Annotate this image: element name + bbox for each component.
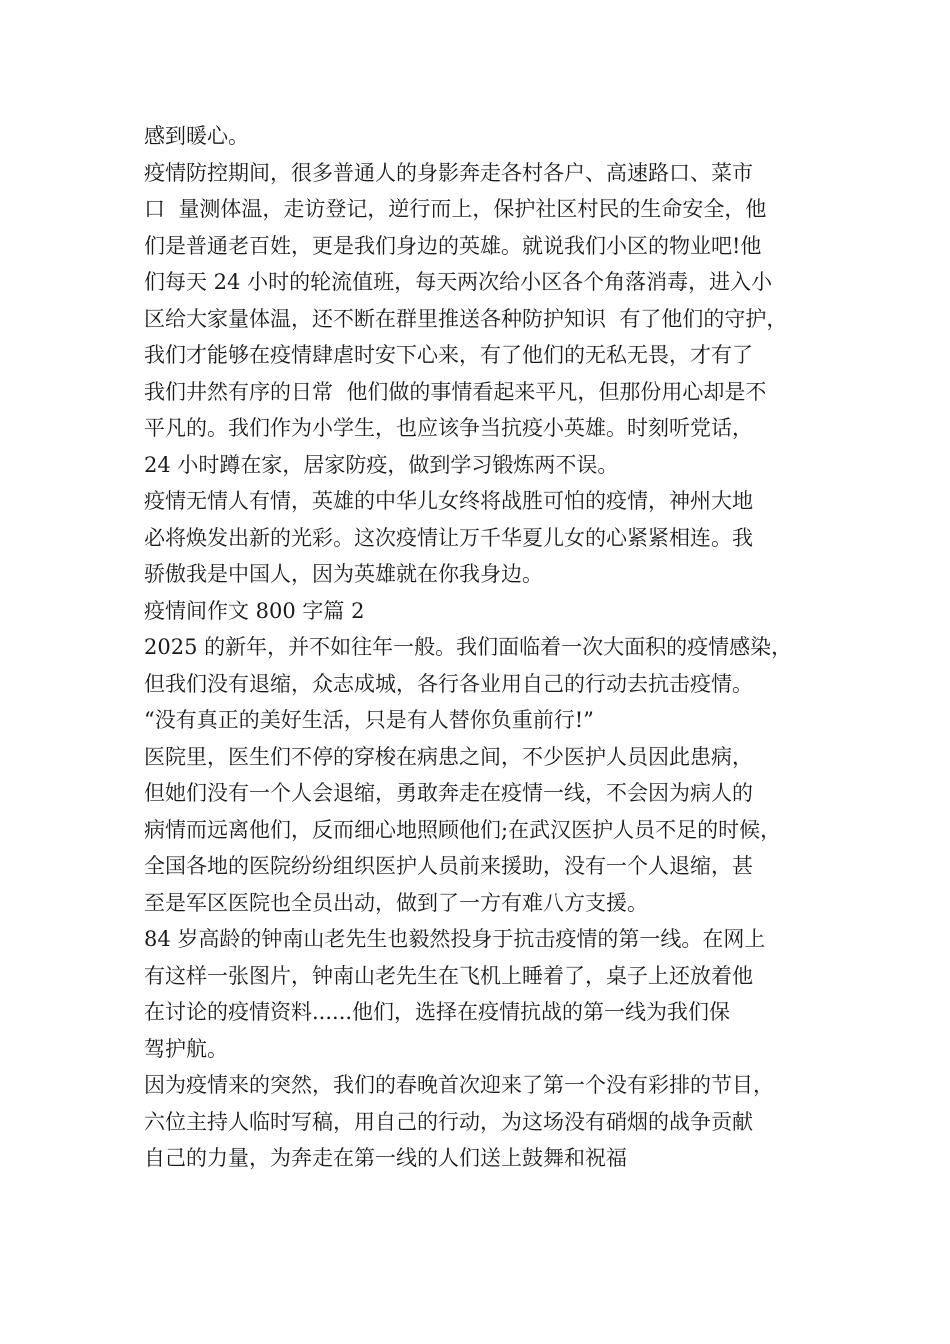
text-line: 因为疫情来的突然，我们的春晚首次迎来了第一个没有彩排的节目，: [144, 1073, 774, 1097]
text-line: 2025 的新年，并不如往年一般。我们面临着一次大面积的疫情感染，: [144, 635, 793, 659]
text-line: 感到暖心。: [144, 124, 249, 148]
text-line: 84 岁高龄的钟南山老先生也毅然投身于抗击疫情的第一线。在网上: [144, 927, 766, 951]
text-line: 24 小时蹲在家，居家防疫，做到学习锻炼两不误。: [144, 452, 619, 477]
text-line: 有这样一张图片，钟南山老先生在飞机上睡着了，桌子上还放着他: [144, 963, 753, 988]
text-line: 至是军区医院也全员出动，做到了一方有难八方支援。: [144, 890, 648, 915]
text-line: 自己的力量，为奔走在第一线的人们送上鼓舞和祝福: [144, 1146, 627, 1170]
quote-line: “没有真正的美好生活，只是有人替你负重前行!”: [144, 708, 594, 732]
text-line: 疫情防控期间，很多普通人的身影奔走各村各户、高速路口、菜市: [144, 160, 753, 185]
text-line: 口 量测体温，走访登记，逆行而上，保护社区村民的生命安全，他: [144, 197, 767, 221]
text-line: 但她们没有一个人会退缩，勇敢奔走在疫情一线，不会因为病人的: [144, 781, 753, 805]
document-body: [144, 118, 814, 1177]
text-line: 在讨论的疫情资料......他们，选择在疫情抗战的第一线为我们保: [144, 1000, 731, 1024]
text-line: 病情而远离他们，反而细心地照顾他们;在武汉医护人员不足的时候，: [144, 817, 782, 842]
text-line: 平凡的。我们作为小学生，也应该争当抗疫小英雄。时刻听党话，: [144, 416, 753, 440]
text-line: 骄傲我是中国人，因为英雄就在你我身边。: [144, 562, 543, 586]
text-line: 驾护航。: [144, 1036, 228, 1061]
text-line: 们是普通老百姓，更是我们身边的英雄。就说我们小区的物业吧!他: [144, 233, 762, 258]
text-line: 六位主持人临时写稿，用自己的行动，为这场没有硝烟的战争贡献: [144, 1109, 753, 1134]
text-line: 疫情无情人有情，英雄的中华儿女终将战胜可怕的疫情，神州大地: [144, 489, 753, 513]
text-line: 全国各地的医院纷纷组织医护人员前来援助，没有一个人退缩，甚: [144, 854, 753, 878]
text-line: 我们井然有序的日常 他们做的事情看起来平凡，但那份用心却是不: [144, 379, 767, 404]
text-line: 们每天 24 小时的轮流值班，每天两次给小区各个角落消毒，进入小: [144, 270, 773, 294]
text-line: 医院里，医生们不停的穿梭在病患之间，不少医护人员因此患病，: [144, 744, 753, 769]
section-heading: 疫情间作文 800 字篇 2: [144, 598, 365, 623]
text-line: 我们才能够在疫情肆虐时安下心来，有了他们的无私无畏，才有了: [144, 343, 753, 367]
text-line: 但我们没有退缩，众志成城，各行各业用自己的行动去抗击疫情。: [144, 671, 753, 696]
text-line: 区给大家量体温，还不断在群里推送各种防护知识 有了他们的守护，: [144, 306, 788, 331]
text-line: 必将焕发出新的光彩。这次疫情让万千华夏儿女的心紧紧相连。我: [144, 525, 753, 550]
